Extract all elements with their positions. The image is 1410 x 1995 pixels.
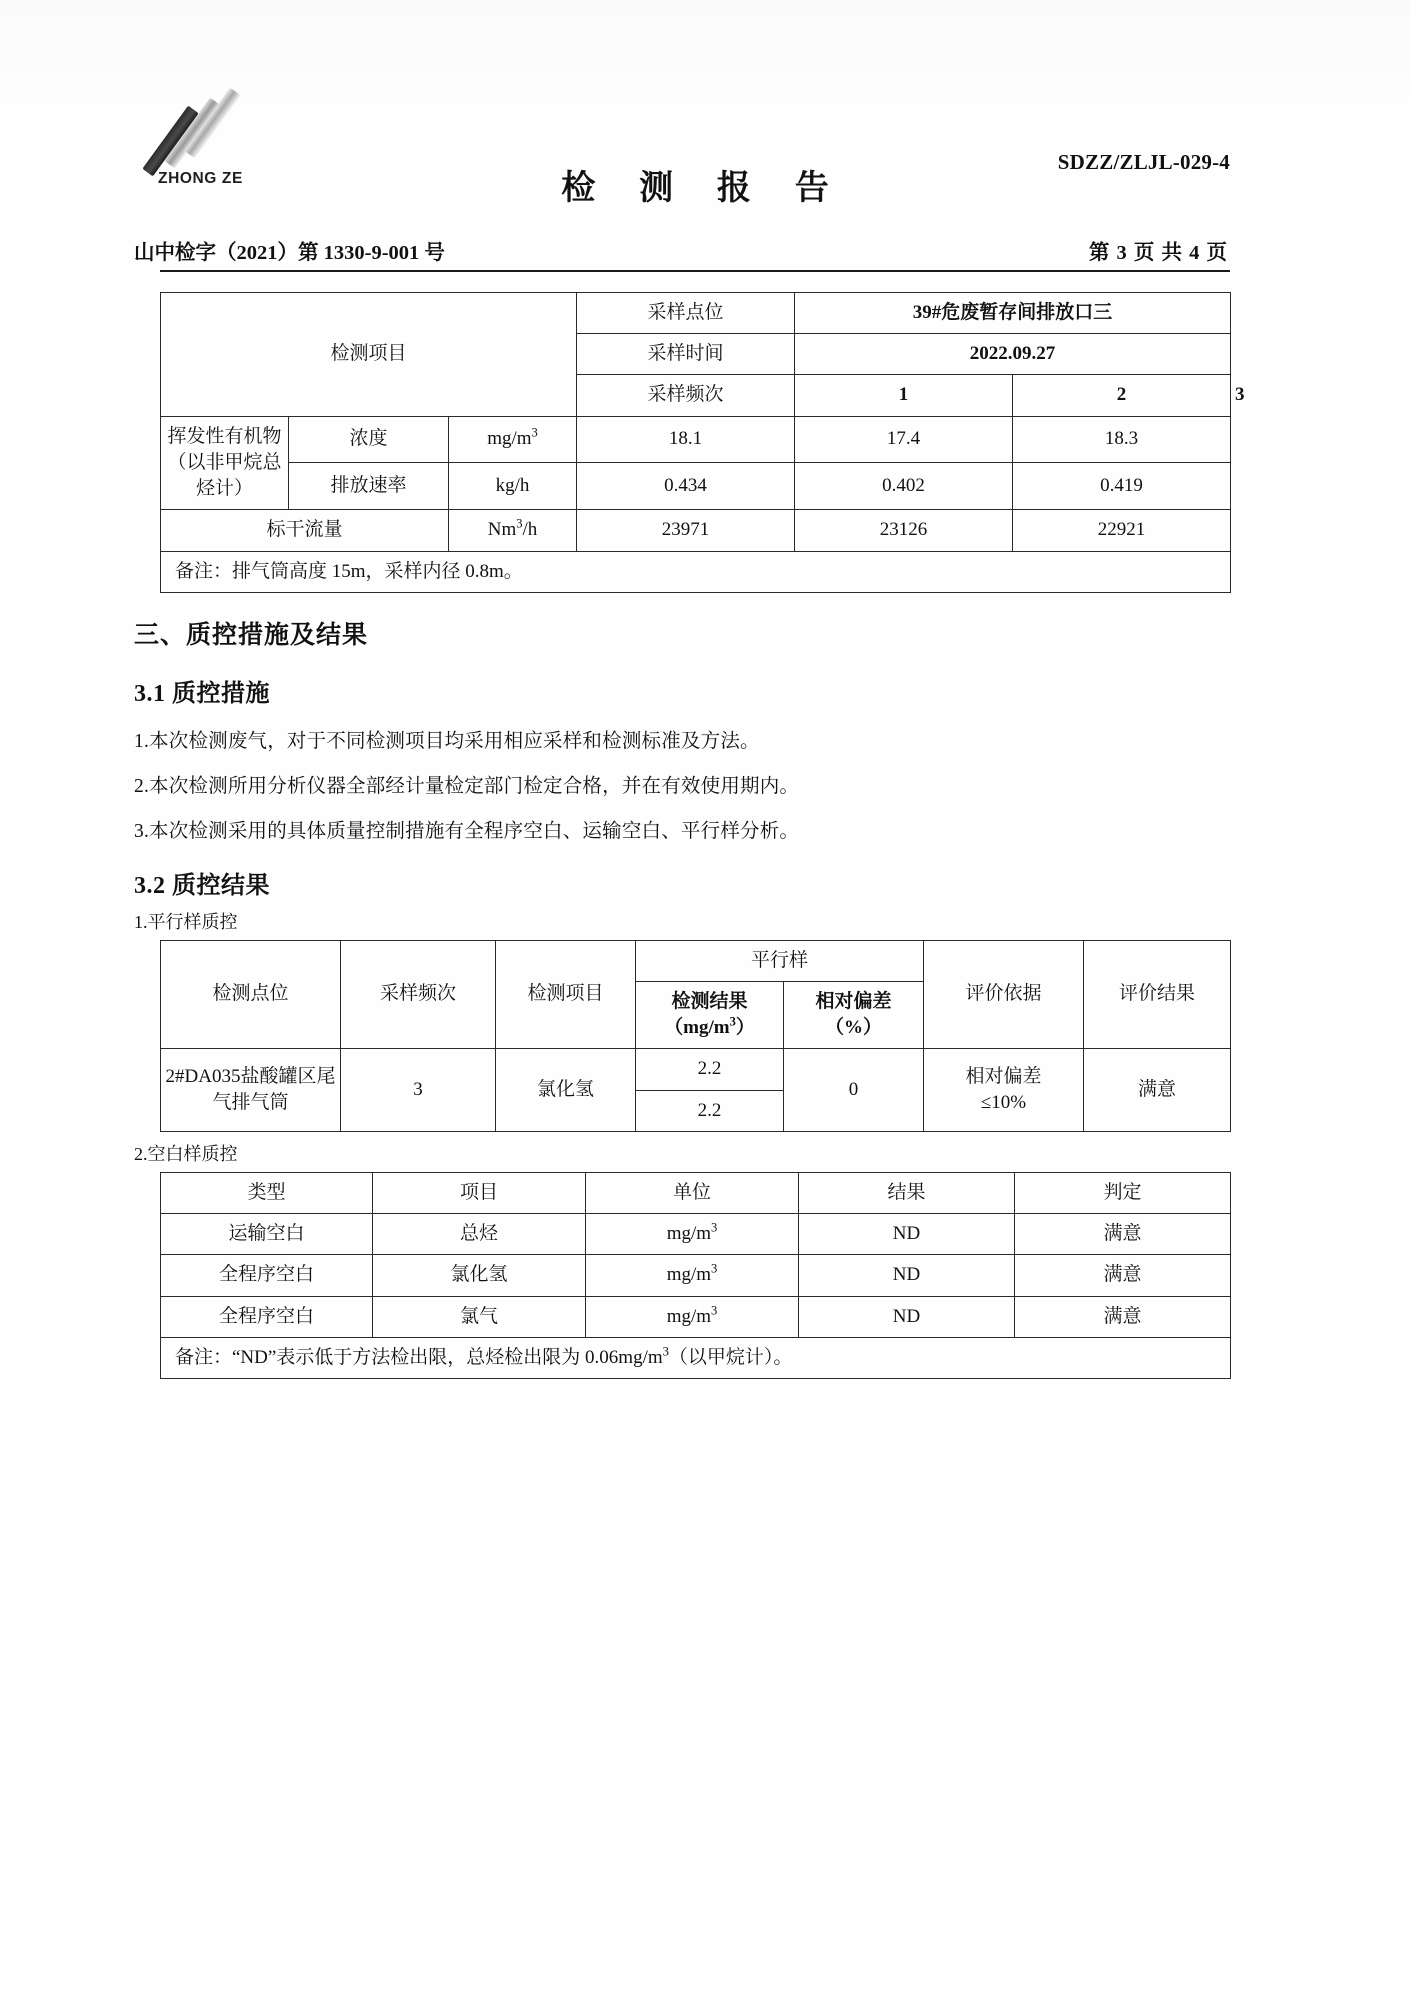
cell-blank-verdict: 满意: [1015, 1214, 1231, 1255]
cell-blank-type: 全程序空白: [161, 1296, 373, 1337]
caption-parallel-qc: 1.平行样质控: [134, 911, 238, 932]
report-header: [160, 108, 1230, 226]
blank-qc-table: [160, 1172, 1231, 1379]
cell-item-0: 浓度: [289, 416, 449, 463]
page-content: [134, 108, 1230, 1379]
th-item: 检测项目: [496, 940, 636, 1049]
cell-blank-unit: $mg/m^3$: [586, 1296, 799, 1337]
cell-table1-note: 备注：排气筒高度 15m，采样内径 0.8m。: [161, 551, 1231, 592]
report-subheader: [134, 226, 1230, 272]
cell-qc-freq: 3: [341, 1049, 496, 1131]
cell-qc-verdict: 满意: [1084, 1049, 1231, 1131]
qc-paragraph-2: 2.本次检测所用分析仪器全部经计量检定部门检定合格，并在有效使用期内。: [134, 775, 800, 797]
cell-project-label: 检测项目: [161, 293, 577, 417]
cell-qc-point: 2#DA035盐酸罐区尾气排气筒: [161, 1049, 341, 1131]
cell-qc-deviation: 0: [784, 1049, 924, 1131]
cell-qc-item: 氯化氢: [496, 1049, 636, 1131]
cell-freq-2: 2: [1013, 375, 1231, 416]
th-blank-verdict: 判定: [1015, 1172, 1231, 1213]
measurement-table-wrap: [160, 292, 1230, 593]
cell-unit-0: $mg/m^3$: [449, 416, 577, 463]
table-row: [161, 463, 1231, 510]
table-row: [161, 1049, 1231, 1090]
cell-flow-0: 23971: [577, 510, 795, 551]
cell-qc-result-a: 2.2: [636, 1049, 784, 1090]
cell-value-0-2: 18.3: [1013, 416, 1231, 463]
th-verdict: 评价结果: [1084, 940, 1231, 1049]
th-deviation: 相对偏差 （%）: [784, 981, 924, 1048]
cell-point-label: 采样点位: [577, 293, 795, 334]
cell-blank-result: ND: [799, 1296, 1015, 1337]
cell-blank-item: 氯化氢: [373, 1255, 586, 1296]
cell-flow-1: 23126: [795, 510, 1013, 551]
cell-blank-verdict: 满意: [1015, 1296, 1231, 1337]
th-blank-type: 类型: [161, 1172, 373, 1213]
section-heading-3-2: 3.2 质控结果: [134, 872, 270, 899]
cell-value-1-2: 0.419: [1013, 463, 1231, 510]
table-row: [161, 510, 1231, 551]
table-row: [161, 1214, 1231, 1255]
cell-time-label: 采样时间: [577, 334, 795, 375]
cell-freq-1: 1: [795, 375, 1013, 416]
cell-value-1-1: 0.402: [795, 463, 1013, 510]
cell-blank-result: ND: [799, 1214, 1015, 1255]
table-row: [161, 416, 1231, 463]
blank-qc-body: [161, 1214, 1231, 1379]
th-blank-result: 结果: [799, 1172, 1015, 1213]
table-row: [161, 293, 1231, 334]
table-row: [161, 551, 1231, 592]
cell-blank-result: ND: [799, 1255, 1015, 1296]
cell-blank-verdict: 满意: [1015, 1255, 1231, 1296]
th-parallel: 平行样: [636, 940, 924, 981]
page-title: 检 测 报 告: [561, 168, 845, 208]
cell-blank-unit: $mg/m^3$: [586, 1214, 799, 1255]
document-code: SDZZ/ZLJL-029-4: [1057, 150, 1230, 174]
cell-flow-2: 22921: [1013, 510, 1231, 551]
th-blank-unit: 单位: [586, 1172, 799, 1213]
cell-item-1: 排放速率: [289, 463, 449, 510]
cell-flow-unit: Nm$^3$/h: [449, 510, 577, 551]
cell-blank-type: 运输空白: [161, 1214, 373, 1255]
cell-blank-item: 总烃: [373, 1214, 586, 1255]
table-row: [161, 1337, 1231, 1378]
th-point: 检测点位: [161, 940, 341, 1049]
qc-paragraph-1: 1.本次检测废气，对于不同检测项目均采用相应采样和检测标准及方法。: [134, 730, 760, 752]
report-number: 山中检字（2021）第 1330-9-001 号: [134, 242, 445, 264]
cell-point-value: 39#危废暂存间排放口三: [795, 293, 1231, 334]
cell-value-0-1: 17.4: [795, 416, 1013, 463]
cell-analyte: 挥发性有机物（以非甲烷总烃计）: [161, 416, 289, 510]
qc-paragraph-3: 3.本次检测采用的具体质量控制措施有全程序空白、运输空白、平行样分析。: [134, 820, 800, 842]
cell-qc-basis: 相对偏差 ≤10%: [924, 1049, 1084, 1131]
cell-freq-label: 采样频次: [577, 375, 795, 416]
cell-blank-unit: $mg/m^3$: [586, 1255, 799, 1296]
th-blank-item: 项目: [373, 1172, 586, 1213]
section-heading-3-1: 3.1 质控措施: [134, 680, 270, 707]
page-number: 第 3 页 共 4 页: [1088, 242, 1228, 264]
cell-flow-label: 标干流量: [161, 510, 449, 551]
logo-wordmark: ZHONG ZE: [158, 170, 243, 187]
table-row: [161, 1296, 1231, 1337]
cell-table3-note: 备注：“ND”表示低于方法检出限，总烃检出限为 $0.06mg/m^3$（以甲烷计）。: [161, 1337, 1231, 1378]
table-header-row: [161, 1172, 1231, 1213]
caption-blank-qc: 2.空白样质控: [134, 1143, 238, 1164]
measurement-table: [160, 292, 1231, 593]
th-freq: 采样频次: [341, 940, 496, 1049]
cell-value-0-0: 18.1: [577, 416, 795, 463]
section-heading-3: 三、质控措施及结果: [134, 621, 369, 649]
cell-qc-result-b: 2.2: [636, 1090, 784, 1131]
cell-time-value: 2022.09.27: [795, 334, 1231, 375]
th-basis: 评价依据: [924, 940, 1084, 1049]
parallel-qc-table: [160, 940, 1231, 1132]
table-row: [161, 940, 1231, 981]
cell-blank-type: 全程序空白: [161, 1255, 373, 1296]
table-row: [161, 1255, 1231, 1296]
cell-value-1-0: 0.434: [577, 463, 795, 510]
cell-blank-item: 氯气: [373, 1296, 586, 1337]
th-result: 检测结果 $(mg/m^3)$: [636, 981, 784, 1048]
cell-unit-1: kg/h: [449, 463, 577, 510]
